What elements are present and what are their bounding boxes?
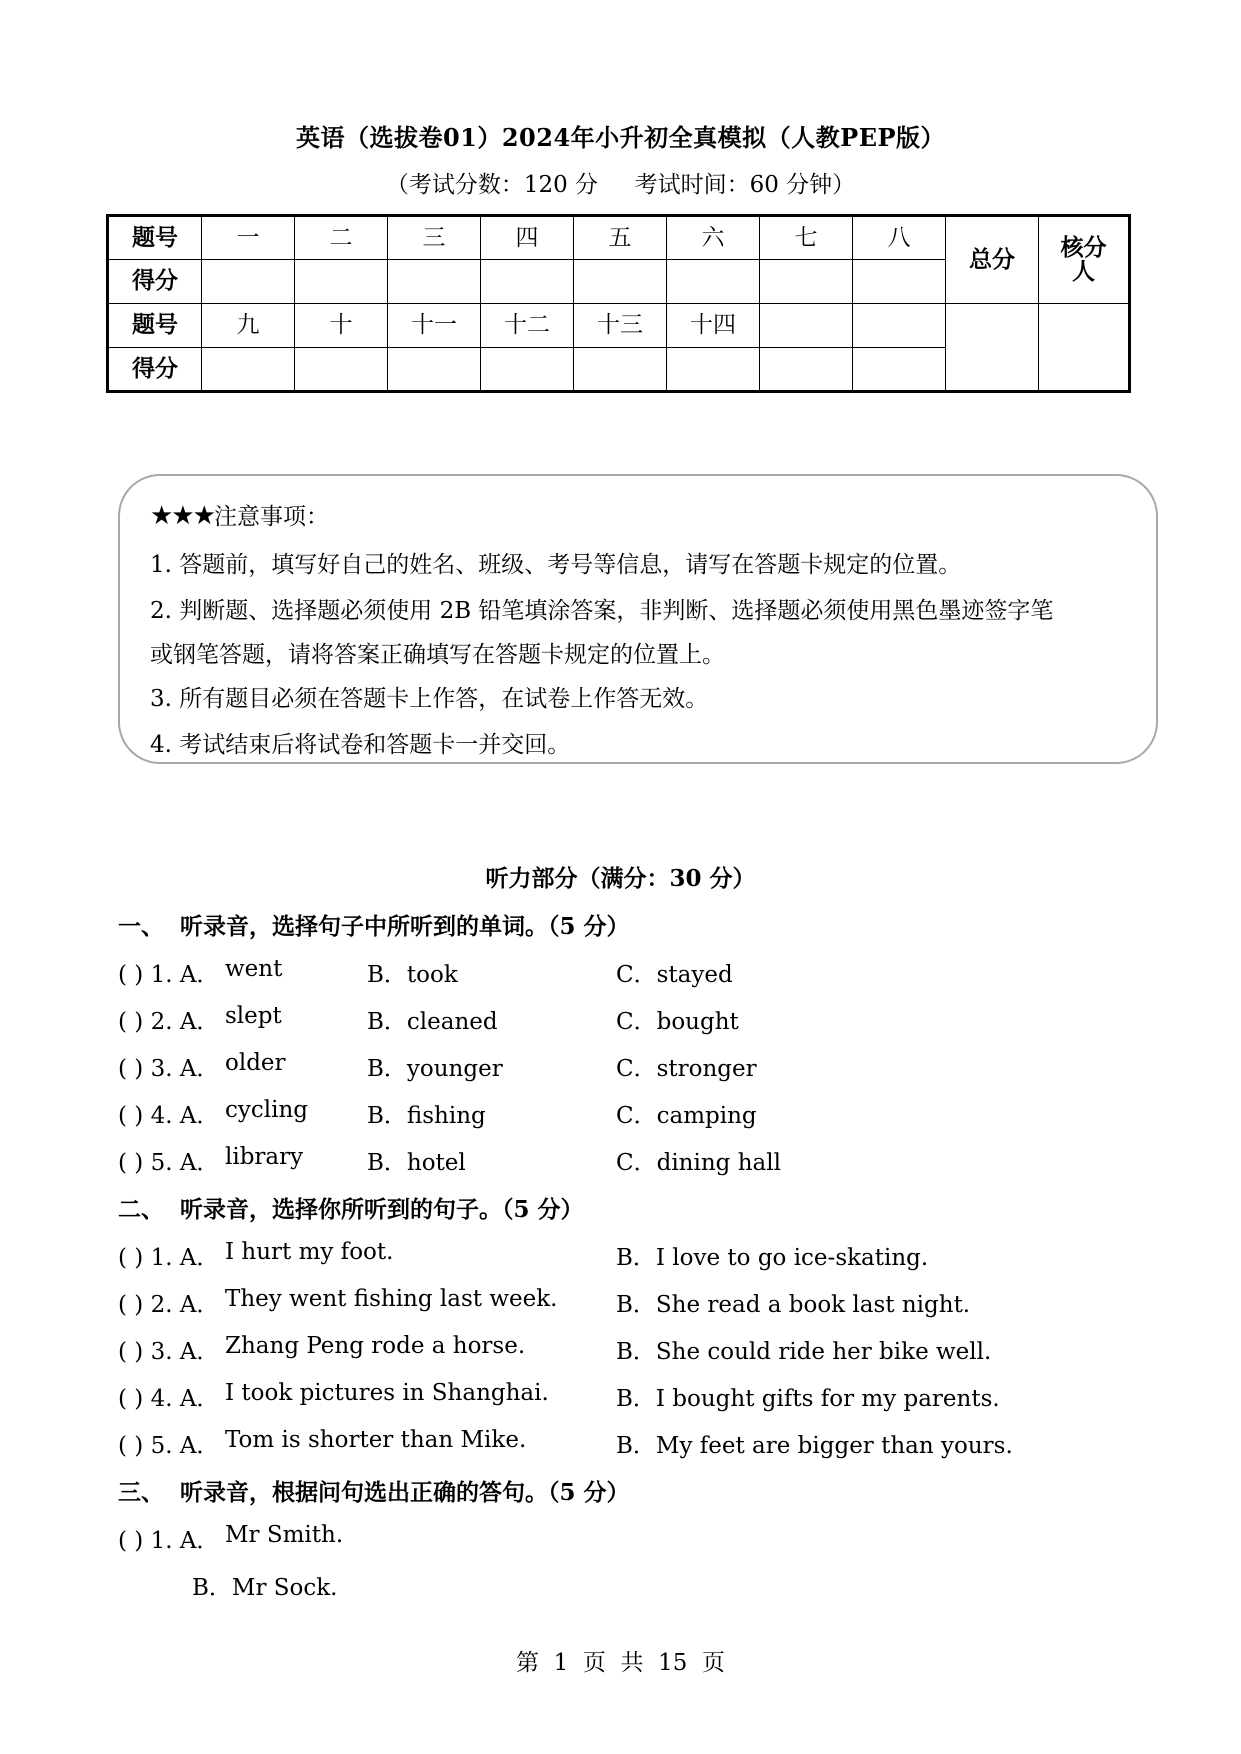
notice-box (118, 474, 1158, 764)
score-label-points: 得分 (108, 260, 202, 304)
score-header-cell: 八 (853, 216, 946, 260)
score-header-cell: 四 (481, 216, 574, 260)
score-checker-cell (1039, 304, 1130, 392)
score-blank-cell (388, 348, 481, 392)
notice-line: 2. 判断题、选择题必须使用 2B 铅笔填涂答案，非判断、选择题必须使用黑色墨迹签字笔 (150, 598, 1054, 624)
option-b: B．I love to go ice-skating. (616, 1245, 929, 1271)
part3-heading: 三、 听录音，根据问句选出正确的答句。（5 分） (118, 1479, 630, 1506)
score-blank-cell (574, 348, 667, 392)
option-a: slept (225, 1003, 282, 1029)
score-blank-cell (667, 260, 760, 304)
option-b: B．fishing (367, 1103, 486, 1129)
listening-section-title: 听力部分（满分：30 分） (485, 865, 756, 892)
page-footer: 第 1 页 共 15 页 (515, 1650, 725, 1676)
option-b: B．cleaned (367, 1009, 498, 1035)
option-a: went (225, 956, 283, 982)
question-number: ( ) 2. A． (118, 1009, 220, 1035)
score-header-cell: 一 (202, 216, 295, 260)
score-blank-cell (760, 260, 853, 304)
score-header-cell: 二 (295, 216, 388, 260)
option-b: B．hotel (367, 1150, 466, 1176)
notice-line: 或钢笔答题，请将答案正确填写在答题卡规定的位置上。 (150, 642, 725, 668)
option-a: Tom is shorter than Mike. (225, 1427, 527, 1453)
score-label-question: 题号 (108, 304, 202, 348)
score-blank-cell (202, 260, 295, 304)
score-blank-cell (667, 348, 760, 392)
score-blank-cell (388, 260, 481, 304)
score-blank-cell (760, 348, 853, 392)
score-blank-cell (202, 348, 295, 392)
score-blank-cell (853, 304, 946, 348)
option-a: Mr Smith. (225, 1522, 344, 1548)
question-number: ( ) 3. A． (118, 1056, 220, 1082)
option-c: C．bought (616, 1009, 739, 1035)
score-blank-cell (295, 260, 388, 304)
option-c: C．stronger (616, 1056, 757, 1082)
score-blank-cell (853, 260, 946, 304)
option-a: library (225, 1144, 304, 1170)
option-b: B．I bought gifts for my parents. (616, 1386, 1000, 1412)
option-a: They went fishing last week. (225, 1286, 558, 1312)
option-b: B．younger (367, 1056, 503, 1082)
option-b: B．She could ride her bike well. (616, 1339, 992, 1365)
score-total-label: 总分 (946, 216, 1039, 304)
option-a: Zhang Peng rode a horse. (225, 1333, 526, 1359)
option-b: B．My feet are bigger than yours. (616, 1433, 1013, 1459)
score-header-cell: 九 (202, 304, 295, 348)
option-a: cycling (225, 1097, 309, 1123)
score-table (106, 214, 1131, 393)
question-number: ( ) 1. A． (118, 1528, 220, 1554)
page-title: 英语（选拔卷01）2024年小升初全真模拟（人教PEP版） (295, 123, 946, 152)
score-row-question-2 (108, 304, 1130, 348)
question-number: ( ) 3. A． (118, 1339, 220, 1365)
question-number: ( ) 4. A． (118, 1103, 220, 1129)
score-label-points: 得分 (108, 348, 202, 392)
question-number: ( ) 1. A． (118, 962, 220, 988)
part1-heading: 一、 听录音，选择句子中所听到的单词。（5 分） (118, 913, 630, 940)
score-blank-cell (853, 348, 946, 392)
notice-line: 3. 所有题目必须在答题卡上作答，在试卷上作答无效。 (150, 686, 709, 712)
notice-line: 1. 答题前，填写好自己的姓名、班级、考号等信息，请写在答题卡规定的位置。 (150, 552, 962, 578)
question-number: ( ) 5. A． (118, 1433, 220, 1459)
score-blank-cell (295, 348, 388, 392)
option-b: B．Mr Sock. (192, 1575, 338, 1601)
score-total-cell (946, 304, 1039, 392)
question-number: ( ) 4. A． (118, 1386, 220, 1412)
question-number: ( ) 5. A． (118, 1150, 220, 1176)
score-header-cell: 十四 (667, 304, 760, 348)
score-header-cell: 六 (667, 216, 760, 260)
notice-heading-text: 注意事项： (213, 504, 329, 530)
score-header-cell: 七 (760, 216, 853, 260)
score-header-cell: 十一 (388, 304, 481, 348)
score-blank-cell (481, 260, 574, 304)
option-a: I took pictures in Shanghai. (225, 1380, 549, 1406)
score-header-cell: 十二 (481, 304, 574, 348)
score-blank-cell (760, 304, 853, 348)
option-c: C．stayed (616, 962, 733, 988)
score-blank-cell (574, 260, 667, 304)
score-header-cell: 五 (574, 216, 667, 260)
score-header-cell: 三 (388, 216, 481, 260)
question-number: ( ) 1. A． (118, 1245, 220, 1271)
option-c: C．camping (616, 1103, 757, 1129)
option-a: older (225, 1050, 286, 1076)
part2-heading: 二、 听录音，选择你所听到的句子。（5 分） (118, 1196, 584, 1223)
question-number: ( ) 2. A． (118, 1292, 220, 1318)
option-a: I hurt my foot. (225, 1239, 394, 1265)
option-b: B．She read a book last night. (616, 1292, 971, 1318)
notice-line: 4. 考试结束后将试卷和答题卡一并交回。 (150, 732, 571, 758)
score-row-question-1 (108, 216, 1130, 260)
score-checker-label: 核分人 (1039, 216, 1130, 304)
score-blank-cell (481, 348, 574, 392)
option-b: B．took (367, 962, 458, 988)
score-header-cell: 十 (295, 304, 388, 348)
notice-heading (150, 498, 329, 531)
option-c: C．dining hall (616, 1150, 781, 1176)
star-icon: ★★★ (150, 501, 214, 531)
exam-info: （考试分数：120 分 考试时间：60 分钟） (385, 172, 856, 198)
score-label-question: 题号 (108, 216, 202, 260)
score-header-cell: 十三 (574, 304, 667, 348)
